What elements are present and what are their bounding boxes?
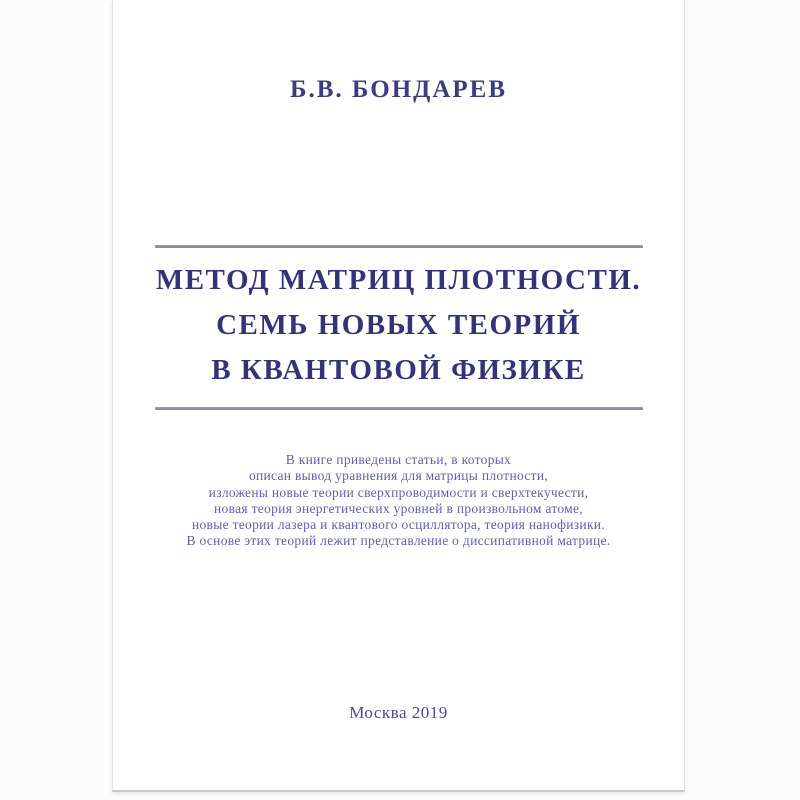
annotation-line: новые теории лазера и квантового осциллятора, теория нанофизики. bbox=[191, 517, 606, 533]
book-title-line: МЕТОД МАТРИЦ ПЛОТНОСТИ. bbox=[155, 264, 642, 296]
annotation-paragraph bbox=[113, 452, 684, 550]
title-rule-top bbox=[155, 245, 643, 248]
title-rule-bottom bbox=[155, 407, 643, 410]
book-title-line: В КВАНТОВОЙ ФИЗИКЕ bbox=[211, 354, 586, 386]
author-name: Б.В. БОНДАРЕВ bbox=[289, 76, 508, 103]
annotation-line: новая теория энергетических уровней в произвольном атоме, bbox=[214, 500, 583, 516]
book-title bbox=[113, 258, 684, 393]
book-cover-page bbox=[112, 0, 685, 792]
book-title-line: СЕМЬ НОВЫХ ТЕОРИЙ bbox=[216, 309, 581, 341]
annotation-line: В основе этих теорий лежит представление о диссипативной матрице. bbox=[186, 533, 611, 549]
annotation-line: В книге приведены статьи, в которых bbox=[285, 452, 512, 467]
annotation-line: изложены новые теории сверхпроводимости и сверхтекучести, bbox=[208, 484, 589, 500]
imprint-city-year: Москва 2019 bbox=[349, 703, 448, 722]
annotation-line: описан вывод уравнения для матрицы плотности, bbox=[248, 468, 549, 484]
